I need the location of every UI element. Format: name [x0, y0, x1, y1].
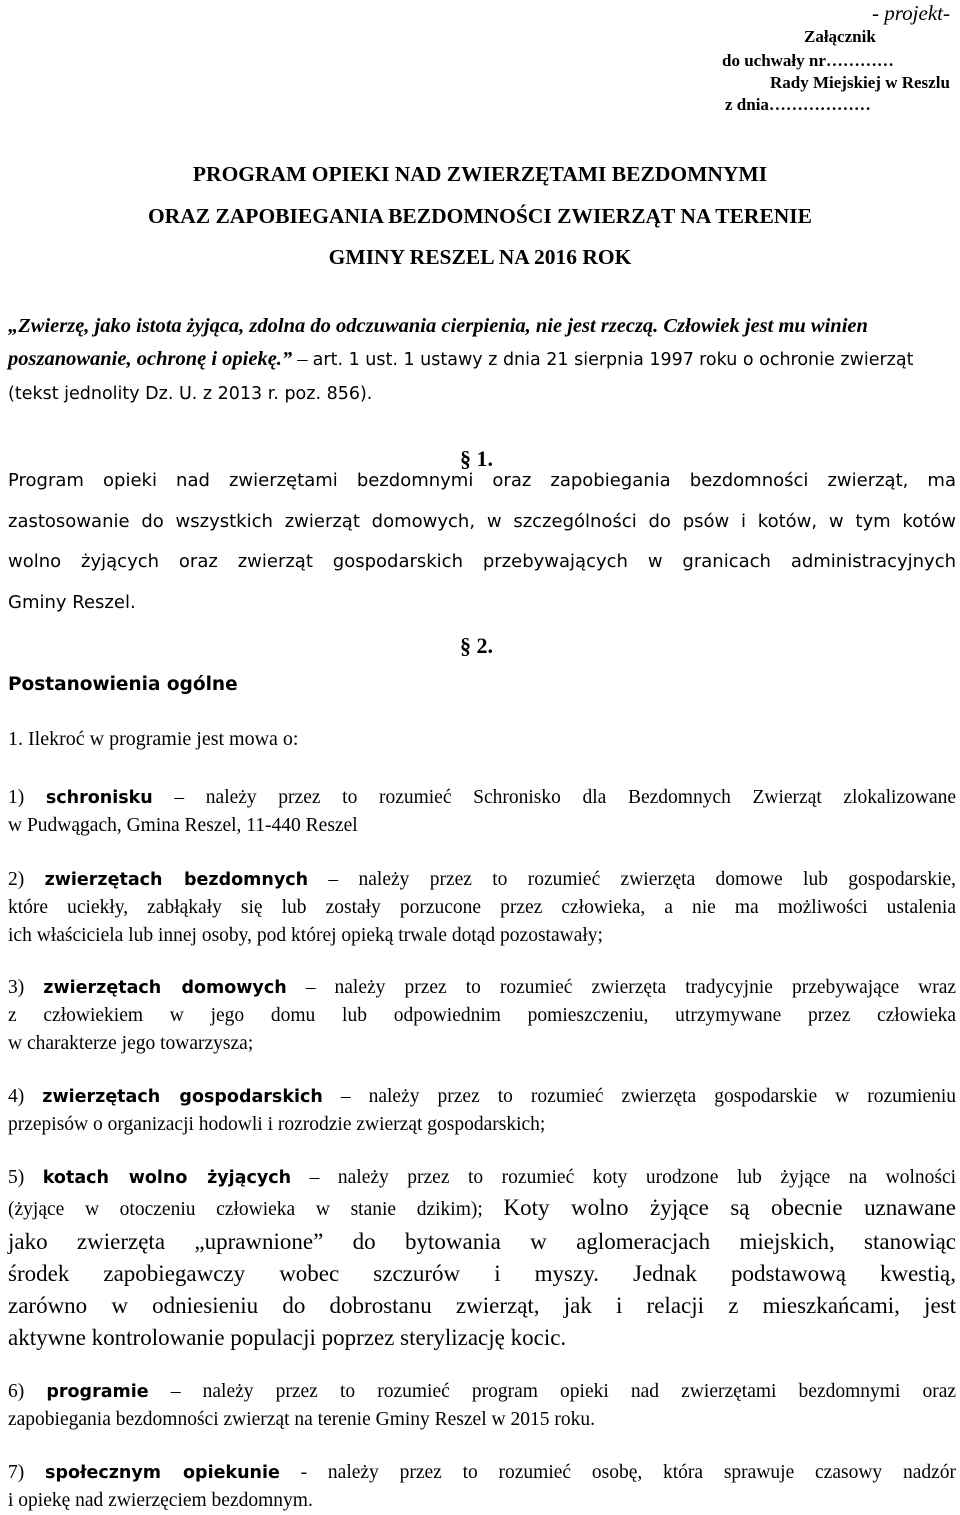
definition-note: Koty wolno żyjące są obecnie uznawane	[503, 1195, 957, 1220]
definition-note: środek zapobiegawczy wobec szczurów i myszy. Jednak podstawową kwestią,	[8, 1261, 956, 1286]
definition-number: 4)	[8, 1086, 25, 1107]
quote-dash: –	[297, 348, 308, 370]
definition-dash: –	[174, 787, 185, 808]
attachment-label: Załącznik	[804, 27, 876, 46]
definition-dash: –	[340, 1086, 351, 1107]
definition-text: należy przez to rozumieć osobę, która sprawuje czasowy nadzór	[327, 1462, 956, 1483]
definition-text: ich właściciela lub innej osoby, pod której opieką trwale dotąd pozostawały;	[8, 925, 603, 946]
definition-1	[8, 784, 956, 840]
definition-term: schronisku	[45, 788, 153, 808]
definition-4	[8, 1083, 956, 1139]
section-intro: 1. Ilekroć w programie jest mowa o:	[8, 728, 299, 750]
definition-text: w charakterze jego towarzysza;	[8, 1033, 254, 1054]
definition-3	[8, 974, 956, 1058]
definition-dash: –	[309, 1167, 320, 1188]
definition-term: programie	[46, 1382, 149, 1402]
definition-note: aktywne kontrolowanie populacji poprzez sterylizację kocic.	[8, 1325, 567, 1350]
definition-text: należy przez to rozumieć zwierzęta tradycyjnie przebywające wraz	[334, 977, 957, 998]
definition-dash: –	[328, 869, 339, 890]
resolution-number: do uchwały nr…………	[722, 51, 894, 70]
definition-text: należy przez to rozumieć zwierzęta gospodarskie w rozumieniu	[368, 1086, 957, 1107]
section-1-sign: § 1.	[460, 446, 493, 471]
definition-number: 3)	[8, 977, 25, 998]
definition-text: w Pudwągach, Gmina Reszel, 11-440 Reszel	[8, 815, 358, 836]
definition-note: zarówno w odniesieniu do dobrostanu zwierząt, jak i relacji z mieszkańcami, jest	[8, 1293, 956, 1318]
definition-text: które uciekły, zabłąkały się lub zostały porzucone przez człowieka, a nie ma możliwości ustalenia	[8, 897, 956, 918]
definition-term: zwierzętach bezdomnych	[44, 870, 309, 890]
definition-2	[8, 866, 956, 950]
definition-number: 7)	[8, 1462, 25, 1483]
definition-text: należy przez to rozumieć zwierzęta domowe lub gospodarskie,	[358, 869, 957, 890]
definition-text: należy przez to rozumieć koty urodzone lub żyjące na wolności	[337, 1167, 957, 1188]
definition-text: należy przez to rozumieć Schronisko dla Bezdomnych Zwierząt zlokalizowane	[205, 787, 957, 808]
definition-term: zwierzętach domowych	[43, 978, 287, 998]
section-1-line: Program opieki nad zwierzętami bezdomnymi oraz zapobiegania bezdomności zwierząt, ma	[8, 470, 956, 491]
motto-quote	[8, 310, 958, 411]
definition-dash: –	[170, 1381, 181, 1402]
definition-dash: –	[305, 977, 316, 998]
quote-reference: art. 1 ust. 1 ustawy z dnia 21 sierpnia 1997	[312, 350, 694, 370]
definition-5	[8, 1164, 956, 1354]
section-1-body	[8, 461, 956, 623]
definition-term: kotach wolno żyjących	[42, 1168, 292, 1188]
definition-number: 2)	[8, 869, 25, 890]
definition-7	[8, 1459, 956, 1515]
council-name: Rady Miejskiej w Reszlu	[770, 73, 950, 92]
draft-label: - projekt-	[872, 1, 950, 25]
section-1-line: wolno żyjących oraz zwierząt gospodarskich przebywających w granicach administracyjnych	[8, 551, 956, 572]
definition-number: 1)	[8, 787, 25, 808]
section-1-line: zastosowanie do wszystkich zwierząt domowych, w szczególności do psów i kotów, w tym kotów	[8, 510, 956, 532]
document-title-line-1: PROGRAM OPIEKI NAD ZWIERZĘTAMI BEZDOMNYMI	[192, 162, 768, 186]
definition-text: należy przez to rozumieć program opieki nad zwierzętami bezdomnymi oraz	[202, 1381, 957, 1402]
definition-6	[8, 1378, 956, 1434]
quote-text: „Zwierzę, jako istota żyjąca, zdolna do odczuwania cierpienia, nie jest rzeczą. Człowiek jest mu winien poszanowanie, ochronę i opiekę.”	[8, 315, 868, 370]
definition-text: i opiekę nad zwierzęciem bezdomnym.	[8, 1490, 313, 1511]
resolution-date: z dnia………………	[725, 95, 871, 114]
definition-note: jako zwierzęta „uprawnione” do bytowania w aglomeracjach miejskich, stanowiąc	[8, 1229, 956, 1254]
definition-number: 6)	[8, 1381, 25, 1402]
definition-text: zapobiegania bezdomności zwierząt na terenie Gminy Reszel w 2015 roku.	[8, 1409, 595, 1430]
definition-term: społecznym opiekunie	[45, 1463, 280, 1483]
document-title-line-3: GMINY RESZEL NA 2016 ROK	[328, 245, 632, 269]
section-2-sign: § 2.	[460, 633, 493, 658]
definition-text: przepisów o organizacji hodowli i rozrodzie zwierząt gospodarskich;	[8, 1114, 546, 1135]
definition-dash: -	[300, 1462, 308, 1483]
section-1-line: Gminy Reszel.	[8, 591, 136, 613]
definition-text: (żyjące w otoczeniu człowieka w stanie dzikim);	[8, 1199, 483, 1220]
definition-number: 5)	[8, 1167, 25, 1188]
definition-text: z człowiekiem w jego domu lub odpowiednim pomieszczeniu, utrzymywane przez człowieka	[8, 1005, 956, 1026]
section-heading: Postanowienia ogólne	[8, 674, 238, 695]
definition-term: zwierzętach gospodarskich	[42, 1087, 323, 1107]
document-title-line-2: ORAZ ZAPOBIEGANIA BEZDOMNOŚCI ZWIERZĄT NA TERENIE	[147, 204, 813, 228]
quote-reference-end: roku o ochronie zwierząt (tekst jednolity Dz. U. z 2013 r. poz. 856).	[8, 350, 914, 404]
